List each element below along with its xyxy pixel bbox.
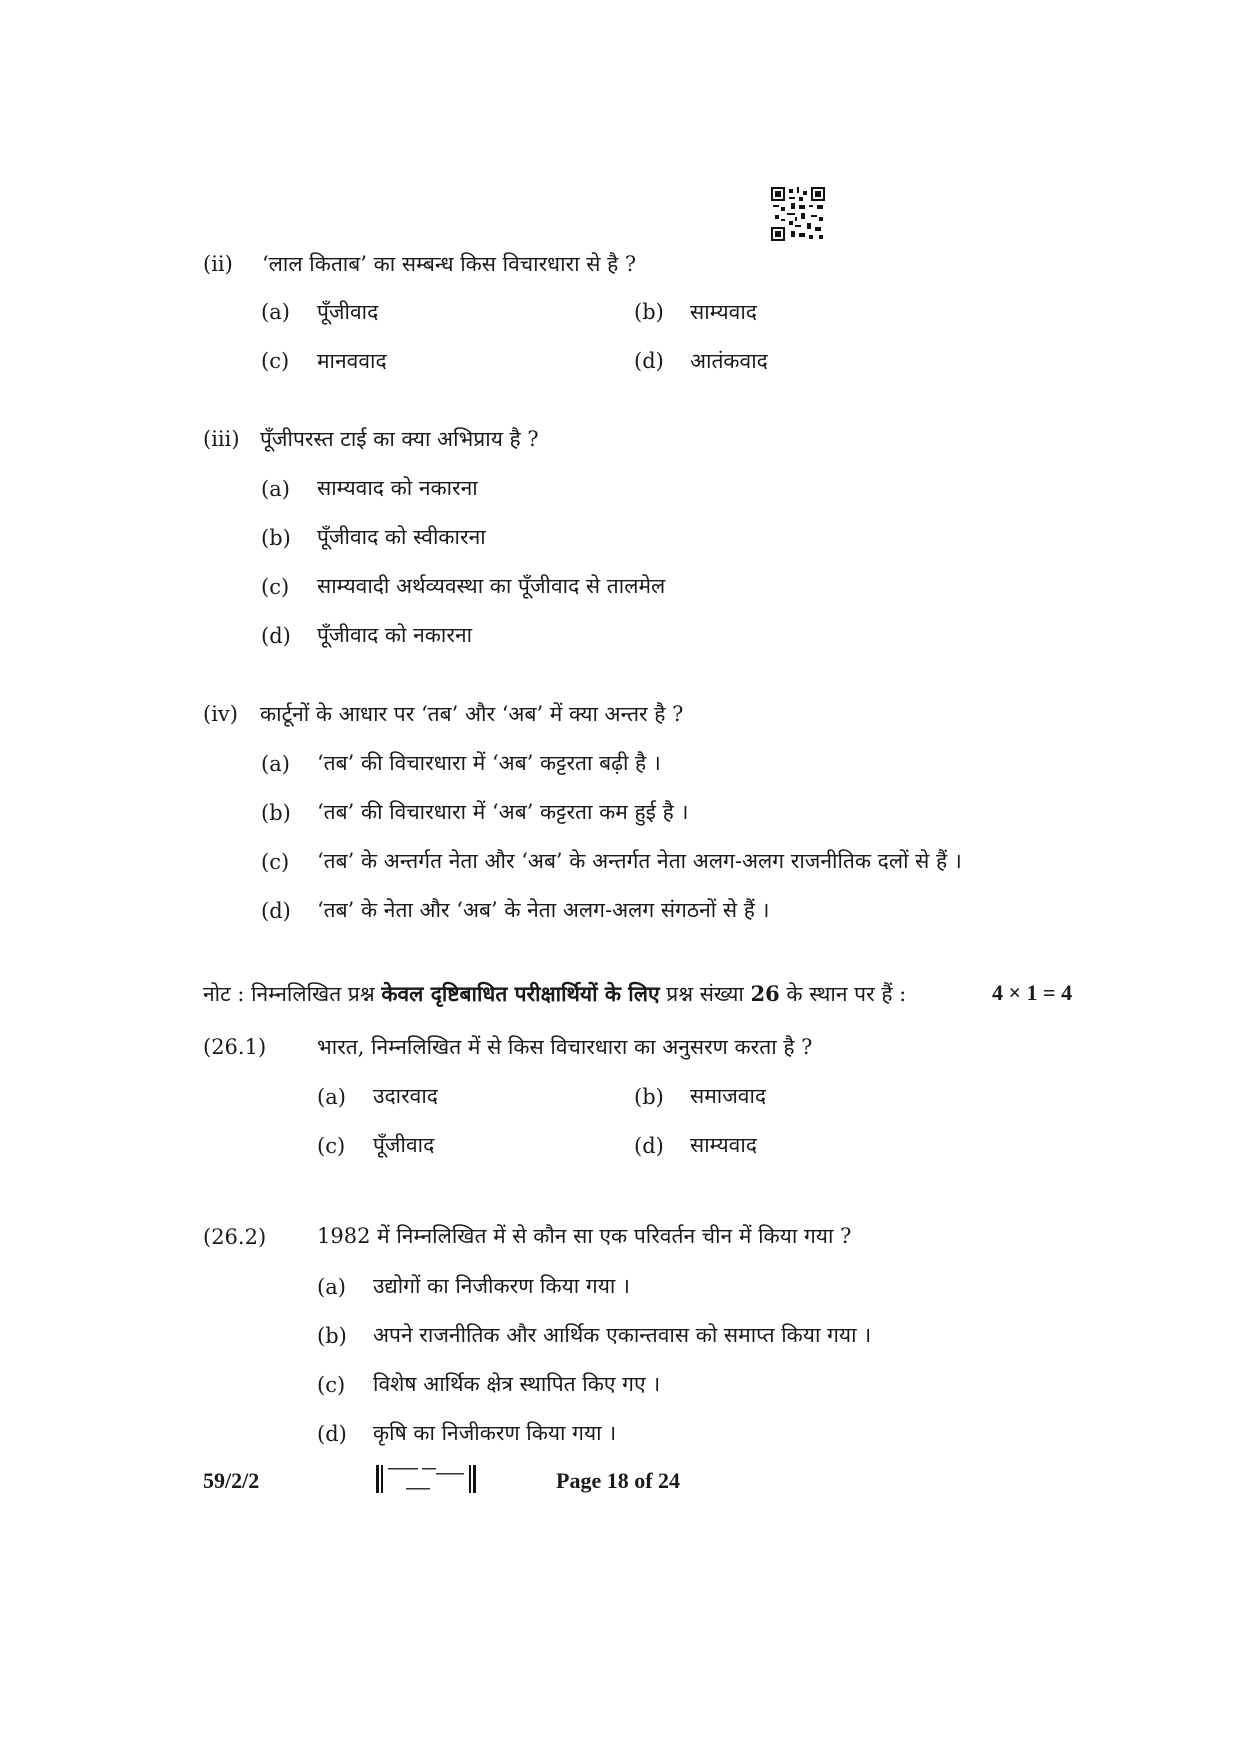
option-text: ‘तब’ के अन्तर्गत नेता और ‘अब’ के अन्तर्गत नेता अलग-अलग राजनीतिक दलों से हैं । <box>317 849 962 873</box>
question-text: 1982 में निम्नलिखित में से कौन सा एक परिवर्तन चीन में किया गया ? <box>317 1224 852 1248</box>
question-number: (ii) <box>203 252 233 276</box>
note-middle: प्रश्न संख्या <box>659 982 751 1006</box>
option-text: पूँजीवाद <box>373 1133 435 1157</box>
marks-allocation: 4 × 1 = 4 <box>992 980 1073 1005</box>
option-text: पूँजीवाद <box>317 300 379 324</box>
option-text: साम्यवादी अर्थव्यवस्था का पूँजीवाद से तालमेल <box>317 574 666 598</box>
option-label: (a) <box>261 752 290 776</box>
question-number: (26.1) <box>203 1035 267 1059</box>
option-label: (d) <box>261 899 291 923</box>
note-line <box>203 980 906 1008</box>
question-text: ‘लाल किताब’ का सम्बन्ध किस विचारधारा से है ? <box>262 252 637 276</box>
option-text: साम्यवाद <box>690 300 757 324</box>
option-label: (a) <box>261 300 290 324</box>
qr-code <box>771 187 825 241</box>
option-label: (c) <box>261 850 290 874</box>
option-label: (d) <box>317 1422 347 1446</box>
note-prefix: नोट : निम्नलिखित प्रश्न <box>203 982 382 1006</box>
question-number: (iii) <box>203 427 240 451</box>
option-text: साम्यवाद <box>690 1133 757 1157</box>
question-number: (iv) <box>203 702 238 726</box>
option-text: अपने राजनीतिक और आर्थिक एकान्तवास को समाप्त किया गया । <box>373 1323 872 1347</box>
question-text: पूँजीपरस्त टाई का क्या अभिप्राय है ? <box>260 427 539 451</box>
option-text: समाजवाद <box>690 1084 767 1108</box>
option-label: (d) <box>634 1134 664 1158</box>
option-text: पूँजीवाद को स्वीकारना <box>317 525 486 549</box>
option-text: उदारवाद <box>373 1084 438 1108</box>
option-text: साम्यवाद को नकारना <box>317 476 478 500</box>
option-text: ‘तब’ की विचारधारा में ‘अब’ कट्टरता कम हुई है । <box>317 800 689 824</box>
option-label: (d) <box>634 349 664 373</box>
paper-code: 59/2/2 <box>203 1468 260 1493</box>
page-number: Page 18 of 24 <box>556 1468 681 1493</box>
barcode-icon <box>376 1463 478 1495</box>
note-question-number: 26 <box>750 981 780 1006</box>
option-label: (b) <box>317 1324 347 1348</box>
option-text: ‘तब’ की विचारधारा में ‘अब’ कट्टरता बढ़ी है । <box>317 751 661 775</box>
option-text: आतंकवाद <box>690 349 768 373</box>
option-label: (d) <box>261 624 291 648</box>
note-bold-text: केवल दृष्टिबाधित परीक्षार्थियों के लिए <box>381 981 660 1006</box>
option-text: मानववाद <box>317 349 387 373</box>
option-text: विशेष आर्थिक क्षेत्र स्थापित किए गए । <box>373 1372 661 1396</box>
option-label: (c) <box>261 575 290 599</box>
option-label: (a) <box>261 477 290 501</box>
option-label: (a) <box>317 1085 346 1109</box>
question-number: (26.2) <box>203 1225 267 1249</box>
option-text: ‘तब’ के नेता और ‘अब’ के नेता अलग-अलग संगठनों से हैं । <box>317 898 770 922</box>
question-text: कार्टूनों के आधार पर ‘तब’ और ‘अब’ में क्या अन्तर है ? <box>260 702 684 726</box>
option-label: (b) <box>261 526 291 550</box>
option-label: (b) <box>261 801 291 825</box>
option-label: (a) <box>317 1275 346 1299</box>
question-text: भारत, निम्नलिखित में से किस विचारधारा का अनुसरण करता है ? <box>317 1035 813 1059</box>
option-label: (c) <box>317 1134 346 1158</box>
option-text: पूँजीवाद को नकारना <box>317 623 473 647</box>
note-suffix: के स्थान पर हैं : <box>779 982 907 1006</box>
option-text: कृषि का निजीकरण किया गया । <box>373 1421 617 1445</box>
option-label: (c) <box>261 349 290 373</box>
option-label: (b) <box>634 300 664 324</box>
option-label: (b) <box>634 1085 664 1109</box>
option-label: (c) <box>317 1373 346 1397</box>
option-text: उद्योगों का निजीकरण किया गया । <box>373 1274 630 1298</box>
